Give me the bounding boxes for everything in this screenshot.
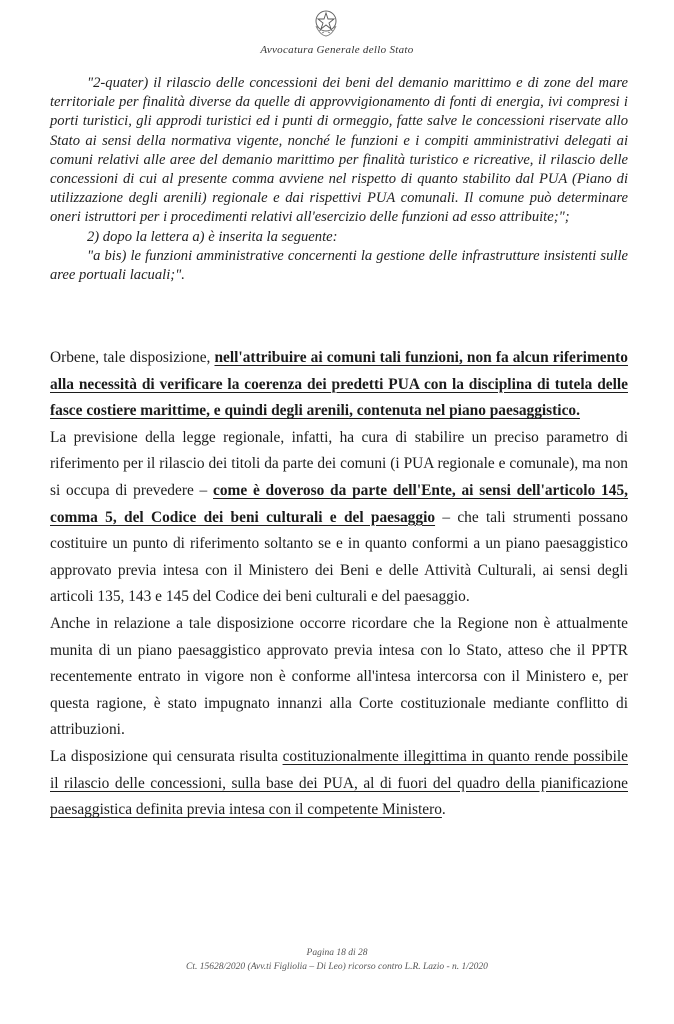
emphasized-text: nell'attribuire ai comuni tali funzioni, non fa alcun riferimento alla necessità di verificare la coerenza dei predetti PUA con la disciplina di tutela delle fasce costiere marittime, e quindi degli arenili, contenuta nel piano paesaggistico. [50, 349, 628, 420]
page-footer [0, 946, 674, 974]
body-text: La disposizione qui censurata risulta [50, 747, 283, 765]
body-text: . [441, 801, 446, 819]
office-name: Avvocatura Generale dello Stato [260, 44, 414, 56]
body-paragraph-2 [50, 425, 628, 611]
body-text: Orbene, tale disposizione, [50, 349, 215, 366]
page-number: Pagina 18 di 28 [306, 948, 368, 958]
body-paragraph-3: Anche in relazione a tale disposizione occorre ricordare che la Regione non è attualmente munita di un piano paesaggistico approvato previa intesa con lo Stato, atteso che il PPTR recentemente entrato in vigore non è conforme all'intesa intercorsa con il Ministero e, per questa ragione, è stato impugnato innanzi alla Corte costituzionale mediante conflitto di attribuzioni. [50, 614, 628, 739]
italian-republic-emblem-icon [312, 8, 340, 38]
quote-paragraph-a-bis: "a bis) le funzioni amministrative concernenti la gestione delle infrastrutture insistenti sulle aree portuali lacuali;". [50, 247, 628, 284]
case-reference: Ct. 15628/2020 (Avv.ti Figliolia – Di Leo) ricorso contro L.R. Lazio - n. 1/2020 [186, 962, 488, 972]
quote-paragraph-insertion: 2) dopo la lettera a) è inserita la seguente: [87, 228, 338, 245]
underlined-text: costituzionalmente illegittima in quanto rende possibile il rilascio delle concessioni, sulla base dei PUA, al di fuori del quadro della pianificazione paesaggistica definita previa intesa con il competente Ministero [50, 747, 628, 819]
document-body [50, 345, 628, 824]
quoted-provision [50, 74, 628, 285]
quote-paragraph-2-quater: "2-quater) il rilascio delle concessioni dei beni del demanio marittimo e di zone del mare territoriale per finalità diverse da quelle di approvvigionamento di fonti di energia, ivi compresi i porti turistici, gli approdi turistici ed i punti di ormeggio, fatte salve le concessioni riservate allo Stato ai sensi della normativa vigente, nonché le funzioni e i compiti amministrativi delegati ai comuni relativi alle aree del demanio marittimo per finalità turistico e ricreative, il rilascio delle concessioni di cui al presente comma avviene nel rispetto di quanto stabilito dal PUA (Piano di utilizzazione degli arenili) regionale e dai rispettivi PUA comunali. Il comune può determinare oneri istruttori per i procedimenti relativi all'esercizio delle funzioni ad esso attribuite;"; [50, 75, 628, 226]
body-paragraph-1 [50, 345, 628, 425]
letterhead [0, 4, 674, 62]
body-text: La previsione della legge regionale, infatti, ha cura di stabilire un preciso parametro di riferimento per il rilascio dei titoli da parte dei comuni (i PUA regionale e comunale), ma non si occupa di prevedere – [50, 428, 628, 499]
body-text: – che tali strumenti possano costituire un punto di riferimento soltanto se e in quanto conformi a un piano paesaggistico approvato previa intesa con il Ministero dei Beni e delle Attività Culturali, ai sensi degli articoli 135, 143 e 145 del Codice dei beni culturali e del paesaggio. [50, 508, 628, 606]
emphasized-text: come è doveroso da parte dell'Ente, ai sensi dell'articolo 145, comma 5, del Codice dei beni culturali e del paesaggio [50, 481, 628, 526]
body-paragraph-4 [50, 744, 628, 824]
